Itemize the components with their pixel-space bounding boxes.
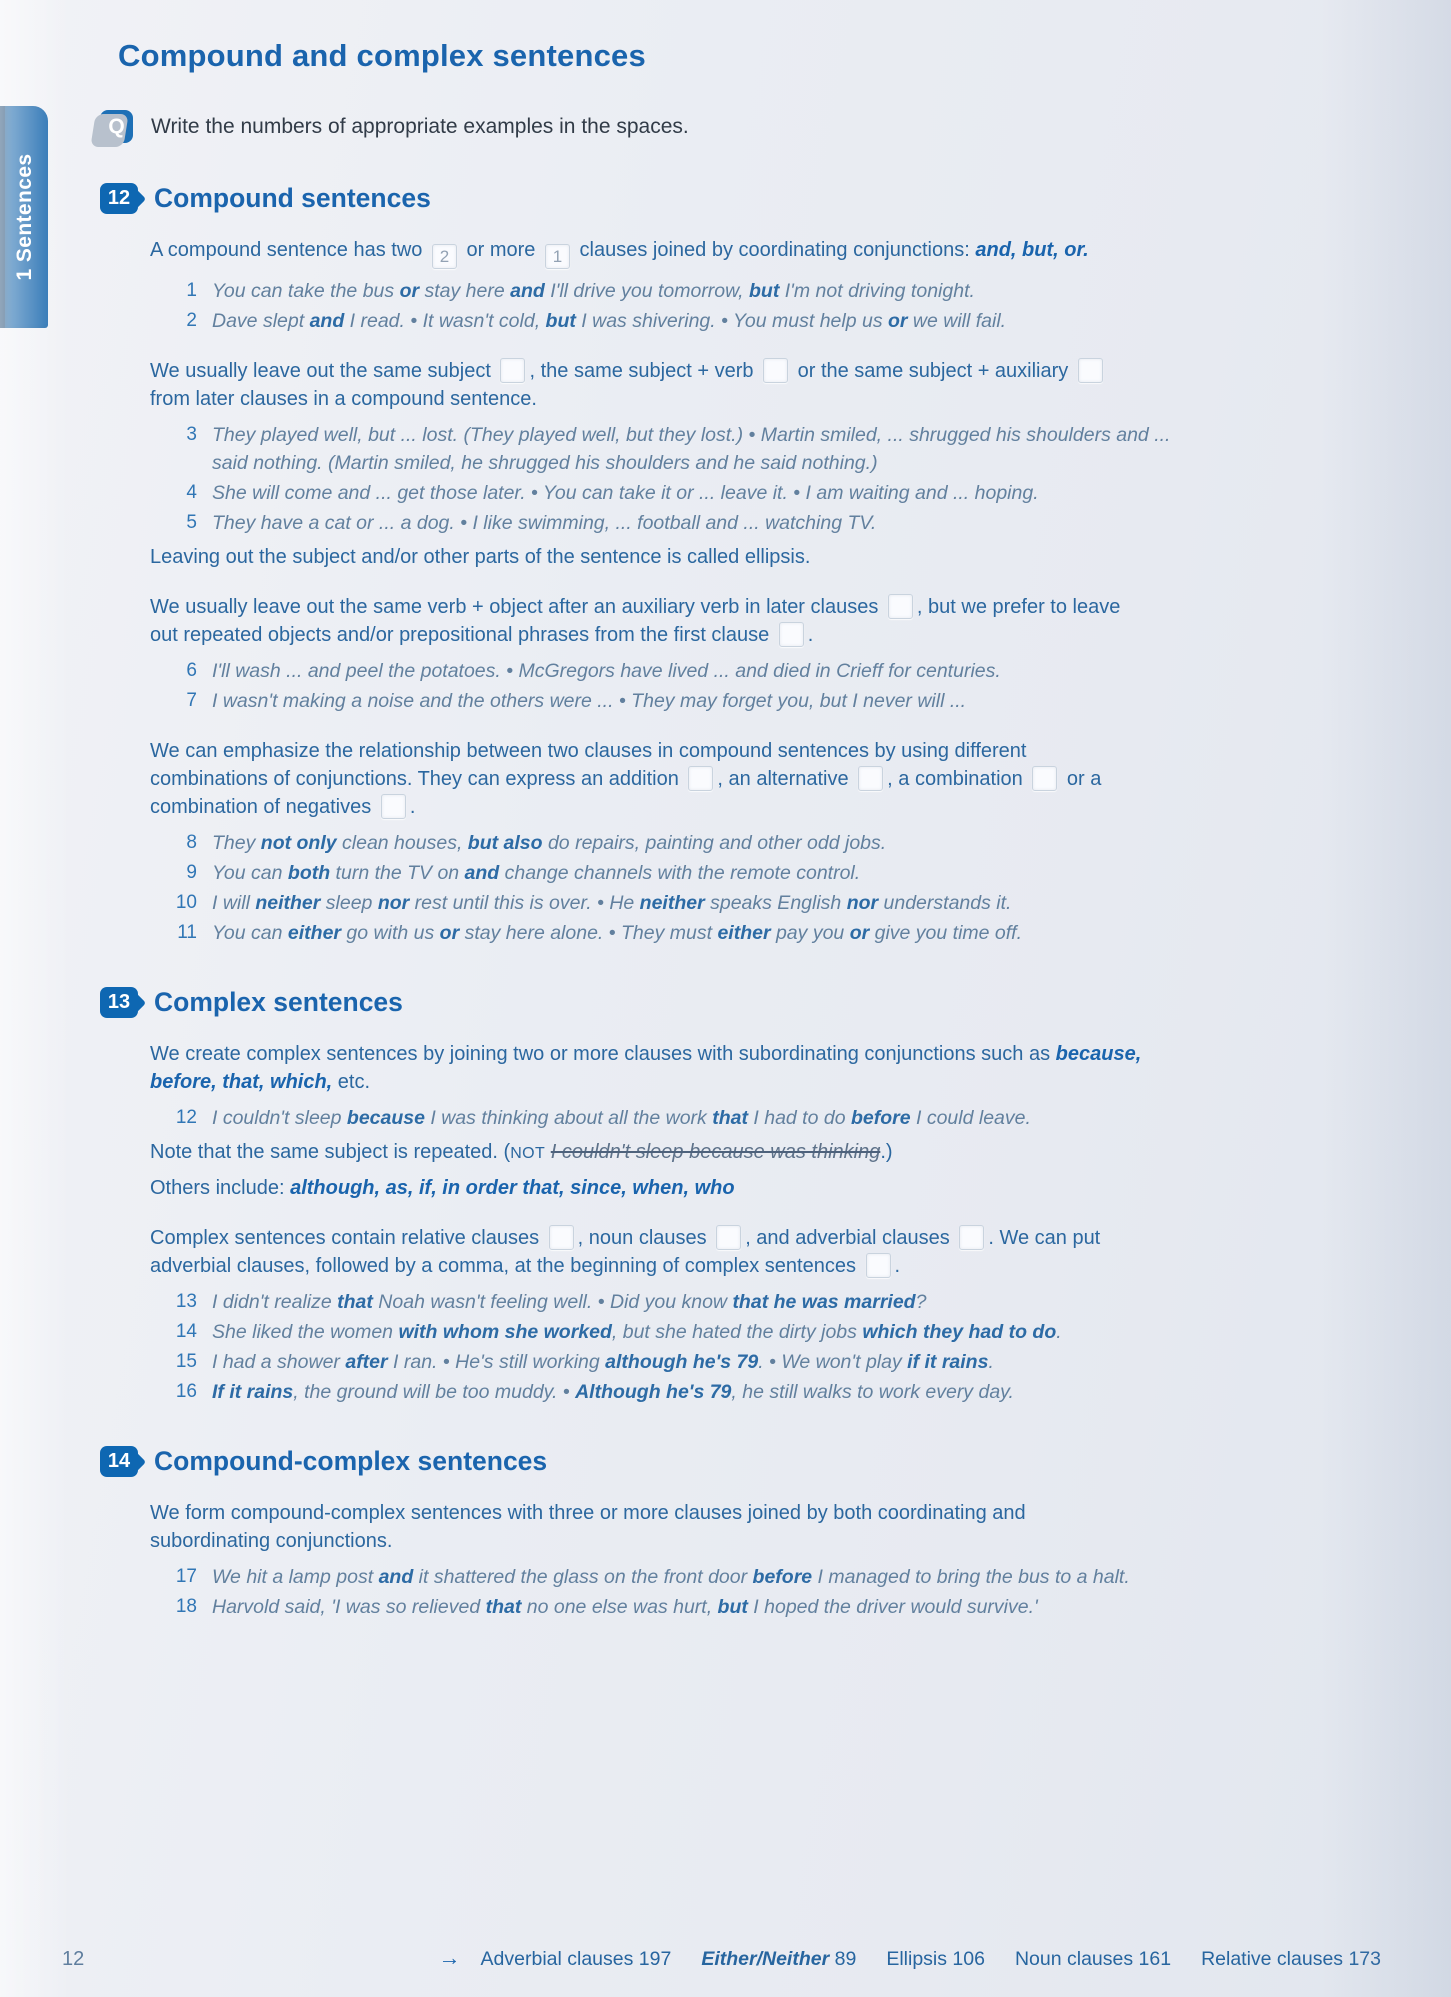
footer-ref-page: 173 bbox=[1343, 1948, 1381, 1970]
example-text: I didn't realize that Noah wasn't feeling well. • Did you know that he was married? bbox=[212, 1291, 927, 1313]
section-title: Compound sentences bbox=[154, 183, 431, 213]
example-number: 14 bbox=[175, 1321, 197, 1342]
bold-text: either bbox=[717, 922, 771, 944]
bold-text: but bbox=[545, 310, 576, 332]
example-text: You can either go with us or stay here alone. • They must either pay you or give you time off. bbox=[212, 922, 1023, 944]
bold-text: or bbox=[399, 280, 420, 302]
example-text: I will neither sleep nor rest until this is over. • He neither speaks English nor understands it. bbox=[212, 892, 1012, 914]
example-text: She will come and ... get those later. • You can take it or ... leave it. • I am waiting and ... hoping. bbox=[212, 482, 1039, 504]
answer-box[interactable]: 2 bbox=[432, 244, 457, 269]
paragraph: Leaving out the subject and/or other parts of the sentence is called ellipsis. bbox=[150, 546, 811, 568]
paragraph: We create complex sentences by joining two or more clauses with subordinating conjunctions such as because, before, that, which, etc. bbox=[150, 1043, 1142, 1093]
section-badge: 12 bbox=[100, 183, 138, 214]
example-text: They played well, but ... lost. (They played well, but they lost.) • Martin smiled, ... shrugged his shoulders and ... said nothing. (Martin smiled, he shrugged his shoulders and he said nothing.) bbox=[212, 424, 1171, 474]
bold-text: and bbox=[464, 862, 500, 884]
answer-box[interactable] bbox=[888, 594, 913, 619]
example-text: We hit a lamp post and it shattered the glass on the front door before I managed to bring the bus to a halt. bbox=[212, 1566, 1130, 1588]
example-text: Dave slept and I read. • It wasn't cold, but I was shivering. • You must help us or we will fail. bbox=[212, 310, 1007, 332]
bold-text: which they had to do bbox=[862, 1321, 1057, 1343]
bold-text: or bbox=[439, 922, 460, 944]
footer-ref-page: 197 bbox=[633, 1948, 672, 1970]
example-number: 15 bbox=[175, 1351, 197, 1372]
bold-text: if it rains bbox=[907, 1351, 989, 1373]
section-heading bbox=[100, 183, 1361, 214]
example-row bbox=[150, 1288, 1200, 1316]
paragraph: A compound sentence has two 2 or more 1 clauses joined by coordinating conjunctions: and, but, or. bbox=[150, 236, 1145, 269]
example-number: 16 bbox=[175, 1381, 197, 1402]
example-text: I wasn't making a noise and the others were ... • They may forget you, but I never will ... bbox=[212, 690, 967, 712]
example-number: 6 bbox=[186, 660, 197, 681]
section-13 bbox=[107, 987, 1361, 1406]
examples-group bbox=[150, 657, 1361, 715]
example-text: I couldn't sleep because I was thinking about all the work that I had to do before I could leave. bbox=[212, 1107, 1031, 1129]
paragraph: We usually leave out the same verb + object after an auxiliary verb in later clauses , but we prefer to leave out repeated objects and/or prepositional phrases from the first clause . bbox=[150, 596, 1121, 646]
example-number: 18 bbox=[175, 1596, 197, 1617]
paragraph: We usually leave out the same subject , the same subject + verb or the same subject + auxiliary from later clauses in a compound sentence. bbox=[150, 357, 1145, 413]
footer-ref-label: Noun clauses bbox=[1014, 1948, 1134, 1970]
examples-group bbox=[150, 421, 1361, 537]
example-row bbox=[150, 859, 1200, 887]
example-row bbox=[150, 687, 1200, 715]
example-number: 1 bbox=[186, 280, 197, 301]
example-row bbox=[150, 307, 1200, 335]
section-heading bbox=[100, 987, 1361, 1018]
example-row bbox=[150, 509, 1200, 537]
footer-ref bbox=[1201, 1948, 1381, 1971]
example-row bbox=[150, 919, 1200, 947]
page-number: 12 bbox=[62, 1948, 85, 1970]
example-row bbox=[150, 479, 1200, 507]
bold-text: but bbox=[749, 280, 780, 302]
footer-ref bbox=[481, 1948, 672, 1971]
bold-text: neither bbox=[255, 892, 321, 914]
paragraph: Others include: although, as, if, in order that, since, when, who bbox=[150, 1177, 735, 1199]
example-number: 3 bbox=[186, 424, 197, 445]
answer-box[interactable] bbox=[779, 622, 804, 647]
bold-text: or bbox=[849, 922, 870, 944]
page-title: Compound and complex sentences bbox=[118, 38, 646, 73]
example-row bbox=[150, 829, 1200, 857]
chapter-tab-label: 1 Sentences bbox=[13, 153, 37, 281]
footer-ref-label: Relative clauses bbox=[1201, 1948, 1344, 1970]
example-number: 11 bbox=[177, 922, 197, 943]
example-number: 8 bbox=[186, 832, 197, 853]
example-text: You can take the bus or stay here and I'll drive you tomorrow, but I'm not driving tonight. bbox=[212, 280, 975, 302]
bold-text: because bbox=[346, 1107, 425, 1129]
footer-ref-page: 106 bbox=[947, 1948, 985, 1970]
example-text: She liked the women with whom she worked, but she hated the dirty jobs which they had to do. bbox=[212, 1321, 1062, 1343]
question-row bbox=[100, 110, 1361, 143]
bold-text: nor bbox=[846, 892, 879, 914]
examples-group bbox=[150, 1563, 1361, 1621]
bold-text: Although he's 79 bbox=[575, 1381, 732, 1403]
examples-group bbox=[150, 1288, 1361, 1406]
answer-box[interactable] bbox=[1032, 766, 1057, 791]
section-heading bbox=[100, 1446, 1361, 1477]
footer-ref-label: Ellipsis bbox=[886, 1948, 947, 1970]
bold-text: neither bbox=[639, 892, 705, 914]
examples-group bbox=[150, 1104, 1361, 1132]
answer-box[interactable] bbox=[1078, 358, 1103, 383]
arrow-icon: → bbox=[438, 1945, 461, 1970]
bold-text: with whom she worked bbox=[398, 1321, 612, 1343]
example-text: If it rains, the ground will be too muddy. • Although he's 79, he still walks to work every day. bbox=[212, 1381, 1014, 1403]
bold-text: and bbox=[309, 310, 345, 332]
paragraph: Complex sentences contain relative clauses , noun clauses , and adverbial clauses . We can put adverbial clauses, followed by a comma, at the beginning of complex sentences . bbox=[150, 1227, 1101, 1277]
answer-box[interactable] bbox=[716, 1225, 741, 1250]
bold-text: either bbox=[287, 922, 342, 944]
example-number: 9 bbox=[186, 862, 197, 883]
bold-text: or bbox=[888, 310, 908, 332]
answer-box[interactable] bbox=[866, 1253, 891, 1278]
bold-text: although, as, if, in order that, since, when, who bbox=[290, 1177, 735, 1199]
bold-text: and bbox=[378, 1566, 414, 1588]
example-number: 12 bbox=[175, 1107, 197, 1128]
example-number: 13 bbox=[175, 1291, 197, 1312]
bold-text: before bbox=[850, 1107, 911, 1129]
footer-ref bbox=[1015, 1948, 1171, 1971]
bold-text: but bbox=[717, 1596, 748, 1618]
example-number: 17 bbox=[175, 1566, 197, 1587]
section-title: Complex sentences bbox=[154, 987, 403, 1017]
bold-text: that he was married bbox=[732, 1291, 916, 1313]
content bbox=[107, 183, 1361, 1621]
example-row bbox=[150, 1563, 1200, 1591]
example-number: 7 bbox=[186, 690, 197, 711]
example-row bbox=[150, 657, 1200, 685]
bold-text: before bbox=[752, 1566, 813, 1588]
bold-text: after bbox=[345, 1351, 388, 1373]
examples-group bbox=[150, 829, 1361, 947]
bold-text: and bbox=[510, 280, 545, 302]
q-badge-icon: Q bbox=[100, 110, 133, 143]
example-row bbox=[150, 889, 1200, 917]
section-14 bbox=[107, 1446, 1361, 1621]
example-row bbox=[150, 1318, 1200, 1346]
example-number: 4 bbox=[186, 482, 197, 503]
section-title: Compound-complex sentences bbox=[154, 1446, 548, 1476]
example-text: They have a cat or ... a dog. • I like swimming, ... football and ... watching TV. bbox=[212, 512, 877, 534]
answer-box[interactable] bbox=[959, 1225, 984, 1250]
example-text: You can both turn the TV on and change channels with the remote control. bbox=[212, 862, 861, 884]
bold-text: that bbox=[485, 1596, 522, 1618]
bold-text: because, before, that, which, bbox=[150, 1043, 1142, 1093]
example-row bbox=[150, 421, 1200, 477]
paragraph: We form compound-complex sentences with three or more clauses joined by both coordinating and subordinating conjunctions. bbox=[150, 1502, 1026, 1552]
example-text: Harvold said, 'I was so relieved that no one else was hurt, but I hoped the driver would survive.' bbox=[212, 1596, 1038, 1618]
example-number: 10 bbox=[175, 892, 197, 913]
footer bbox=[0, 1943, 1451, 1971]
footer-ref-label: Adverbial clauses bbox=[480, 1948, 634, 1970]
footer-ref-page: 161 bbox=[1133, 1948, 1172, 1970]
bold-text: not only bbox=[260, 832, 337, 854]
paragraph: Note that the same subject is repeated. (NOT I couldn't sleep because was thinking.) bbox=[150, 1141, 893, 1163]
bold-text: nor bbox=[377, 892, 410, 914]
example-text: I'll wash ... and peel the potatoes. • McGregors have lived ... and died in Crieff for centuries. bbox=[212, 660, 1001, 682]
example-row bbox=[150, 1348, 1200, 1376]
answer-box[interactable] bbox=[688, 766, 713, 791]
footer-ref-page: 89 bbox=[829, 1948, 857, 1970]
bold-text: that bbox=[337, 1291, 373, 1313]
answer-box[interactable] bbox=[381, 794, 406, 819]
answer-box[interactable] bbox=[500, 358, 525, 383]
example-row bbox=[150, 1378, 1200, 1406]
bold-text: both bbox=[287, 862, 331, 884]
answer-box[interactable] bbox=[549, 1225, 574, 1250]
paragraph: We can emphasize the relationship between two clauses in compound sentences by using different combinations of conjunctions. They can express an addition , an alternative , a combination or a combination of negatives . bbox=[150, 740, 1102, 818]
example-text: I had a shower after I ran. • He's still working although he's 79. • We won't play if it rains. bbox=[212, 1351, 994, 1373]
example-row bbox=[150, 1593, 1200, 1621]
section-12 bbox=[107, 183, 1361, 947]
footer-ref bbox=[701, 1948, 856, 1971]
bold-text: and, but, or. bbox=[975, 239, 1089, 261]
question-instruction: Write the numbers of appropriate examples in the spaces. bbox=[151, 114, 689, 138]
strikethrough-text: I couldn't sleep because was thinking bbox=[550, 1141, 881, 1163]
bold-text: but also bbox=[467, 832, 543, 854]
footer-ref-label: Either/Neither bbox=[701, 1948, 830, 1970]
answer-box[interactable] bbox=[763, 358, 788, 383]
footer-references bbox=[439, 1945, 1381, 1971]
small-caps-text: NOT bbox=[510, 1145, 546, 1162]
example-text: They not only clean houses, but also do repairs, painting and other odd jobs. bbox=[212, 832, 887, 854]
example-row bbox=[150, 1104, 1200, 1132]
bold-text: although he's 79 bbox=[605, 1351, 759, 1373]
section-badge: 13 bbox=[100, 987, 138, 1018]
answer-box[interactable]: 1 bbox=[545, 244, 570, 269]
answer-box[interactable] bbox=[858, 766, 883, 791]
footer-ref bbox=[886, 1948, 985, 1971]
example-row bbox=[150, 277, 1200, 305]
section-badge: 14 bbox=[100, 1446, 138, 1477]
bold-text: that bbox=[712, 1107, 748, 1129]
bold-text: If it rains bbox=[212, 1381, 294, 1403]
examples-group bbox=[150, 277, 1361, 335]
example-number: 2 bbox=[186, 310, 197, 331]
example-number: 5 bbox=[186, 512, 197, 533]
